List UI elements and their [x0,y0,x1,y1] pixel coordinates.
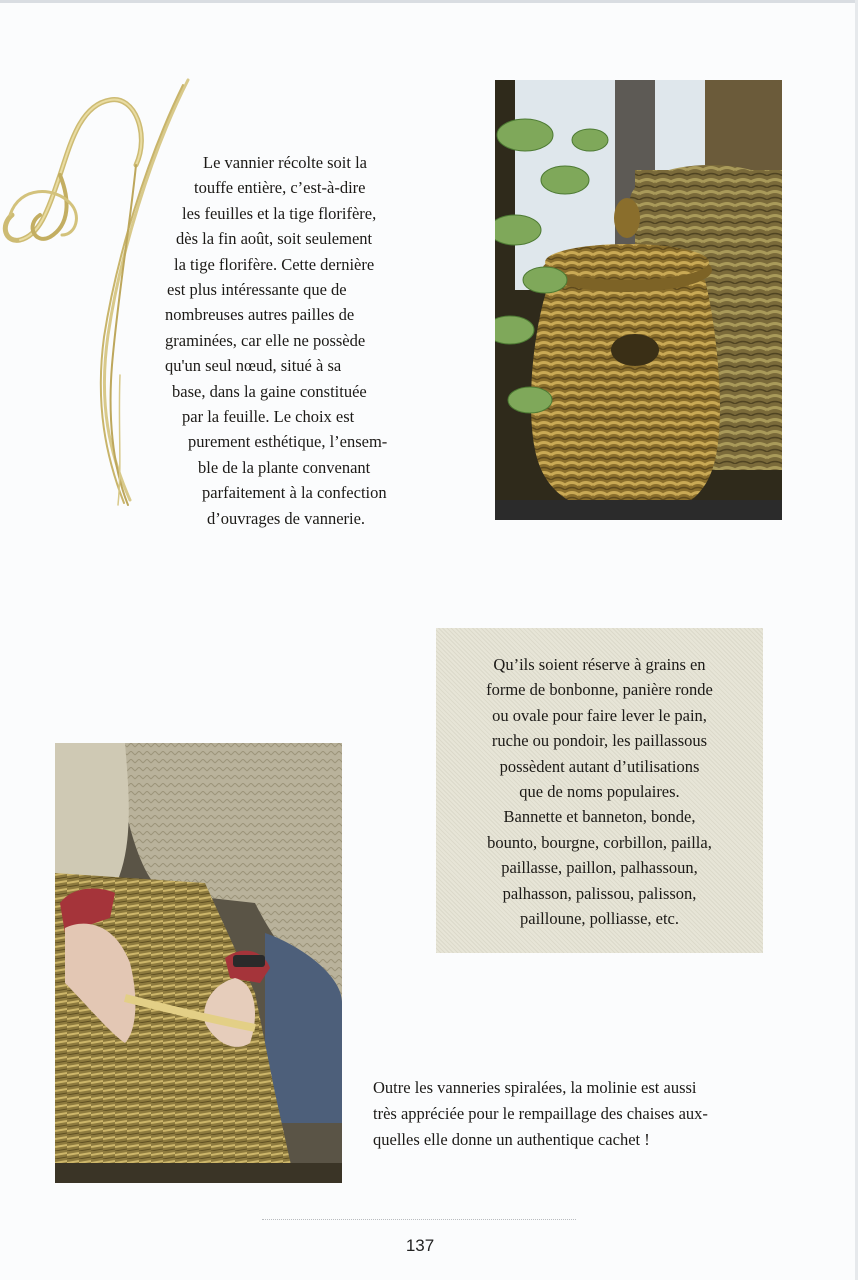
photo-woven-baskets [495,80,782,520]
callout-line: paillasse, paillon, palhassoun, [501,858,698,878]
callout-line: bounto, bourgne, corbillon, pailla, [487,832,712,852]
callout-line: que de noms populaires. [519,782,680,802]
page-number: 137 [405,1236,435,1255]
intro-line: est plus intéressante que de [167,280,347,300]
callout-line: ruche ou pondoir, les paillassous [491,731,708,751]
intro-line: purement esthétique, l’ensem- [188,432,388,452]
callout-line: pailloune, polliasse, etc. [520,909,679,929]
callout-line: Qu’ils soient réserve à grains en [493,655,706,674]
intro-line: les feuilles et la tige florifère, [182,203,377,223]
intro-line: graminées, car elle ne possède [165,330,366,350]
intro-line: d’ouvrages de vannerie. [207,508,366,528]
intro-line: la tige florifère. Cette dernière [174,254,375,274]
intro-line: parfaitement à la confection [202,483,387,503]
intro-line: Le vannier récolte soit la [203,153,368,172]
callout-line: possèdent autant d’utilisations [499,756,700,776]
closing-line: très appréciée pour le rempaillage des chaises aux- [373,1104,708,1123]
callout-line: palhasson, palissou, palisson, [502,883,697,903]
callout-line: Bannette et banneton, bonde, [503,807,696,827]
intro-line: base, dans la gaine constituée [172,381,367,401]
callout-line: ou ovale pour faire lever le pain, [492,705,707,725]
intro-line: nombreuses autres pailles de [165,305,355,325]
page-top-edge [0,0,858,3]
closing-line: Outre les vanneries spiralées, la molinie est aussi [373,1078,697,1097]
intro-line: ble de la plante convenant [198,457,371,477]
photo-hands-weaving-straw [55,743,342,1183]
callout-line: forme de bonbonne, panière ronde [486,680,713,700]
closing-paragraph [373,1075,793,1153]
intro-paragraph [150,150,450,531]
intro-line: touffe entière, c’est-à-dire [194,178,366,198]
intro-line: par la feuille. Le choix est [182,407,355,427]
callout-paragraph [436,652,763,931]
intro-line: dès la fin août, soit seulement [176,229,373,249]
footer-rule [262,1219,576,1220]
intro-line: qu'un seul nœud, situé à sa [165,356,342,376]
closing-line: quelles elle donne un authentique cachet ! [373,1130,650,1149]
callout-box [436,628,763,953]
